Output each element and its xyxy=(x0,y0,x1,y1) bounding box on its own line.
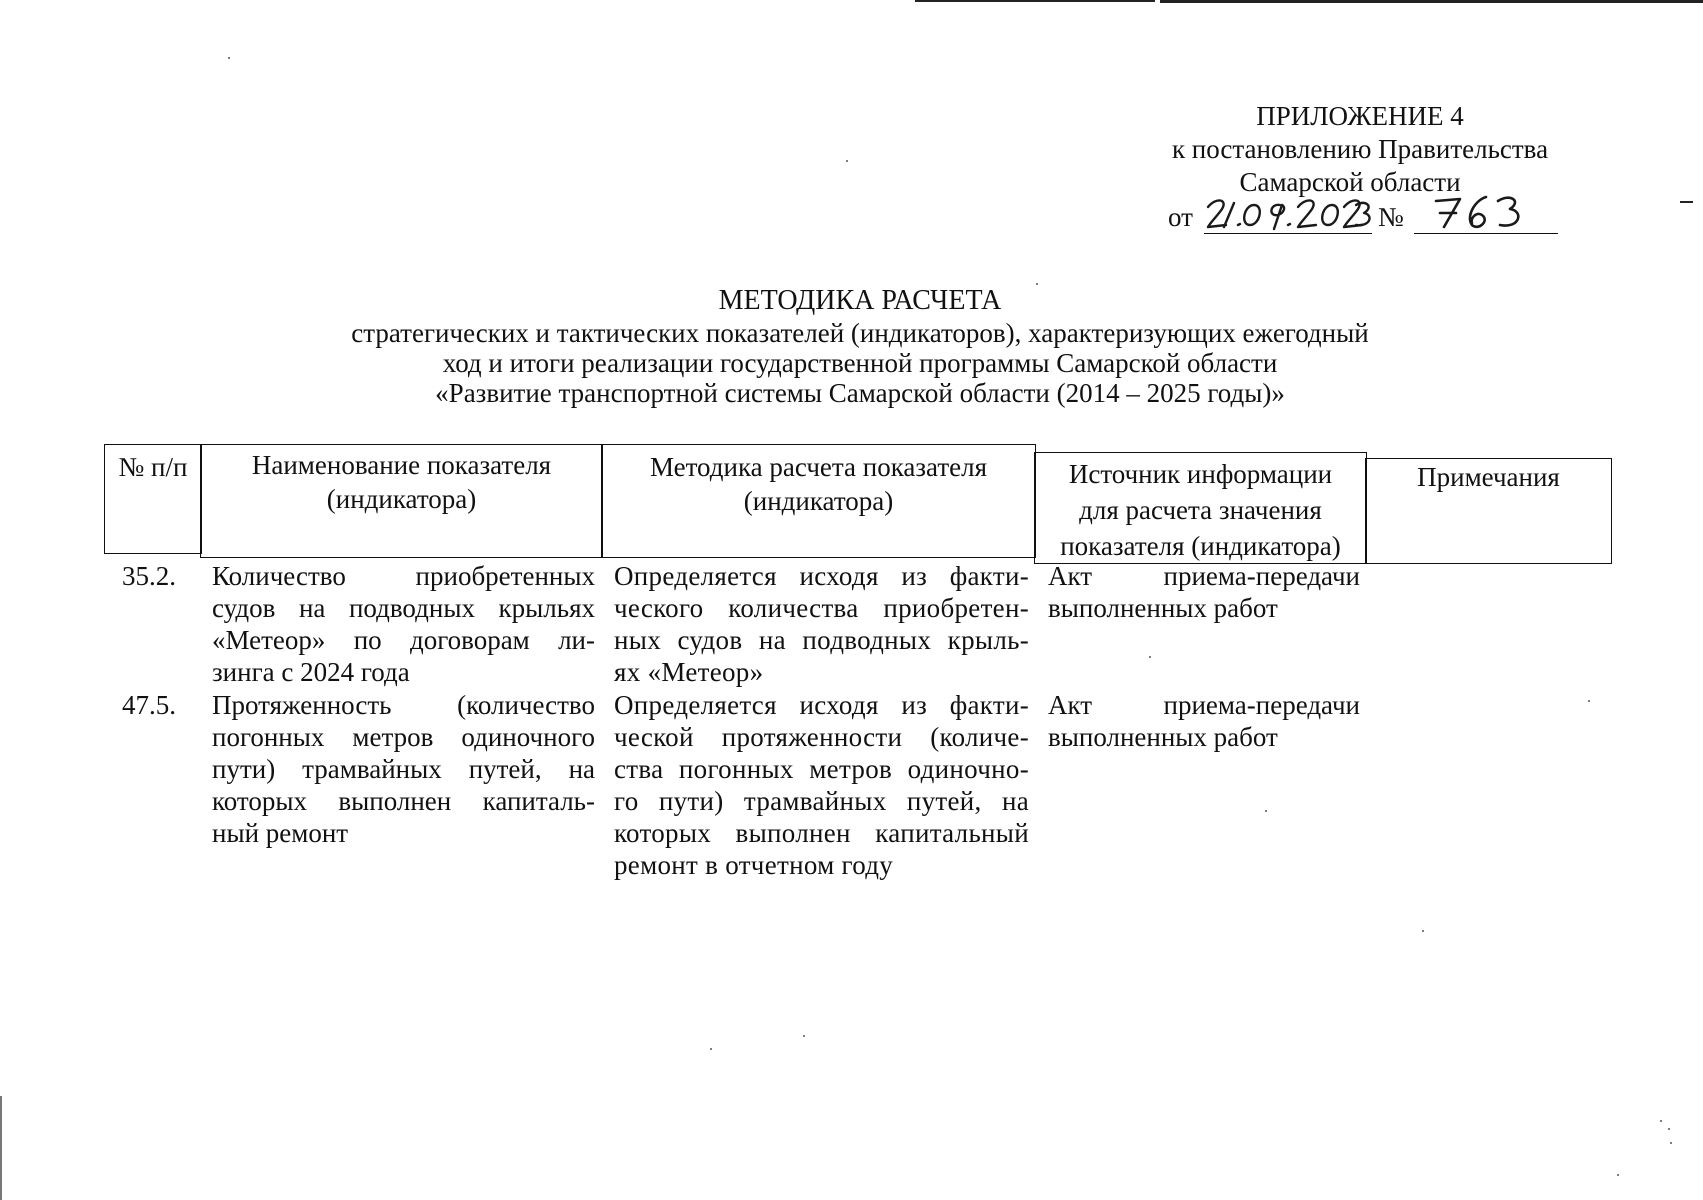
header-num: № п/п xyxy=(118,452,188,482)
date-underline xyxy=(1204,233,1372,234)
appendix-region-line: Самарской области xyxy=(1239,167,1461,197)
row-number: 35.2. xyxy=(122,561,176,591)
scan-speck xyxy=(1149,656,1151,658)
scan-edge-line xyxy=(915,0,1155,2)
row-number: 47.5. xyxy=(122,690,176,720)
subtitle-line: «Развитие транспортной системы Самарской области (2014 – 2025 годы)» xyxy=(435,378,1285,408)
scan-edge-line xyxy=(1160,0,1703,3)
row-information-source: Акт приема-передачи выполненных работ xyxy=(1048,561,1360,623)
number-underline xyxy=(1414,233,1558,234)
scan-speck xyxy=(1617,1174,1619,1176)
table-header xyxy=(104,444,1612,567)
document-title: МЕТОДИКА РАСЧЕТА xyxy=(718,285,1002,316)
scan-speck xyxy=(710,1048,712,1050)
scan-speck xyxy=(1422,930,1424,932)
appendix-header xyxy=(1100,100,1580,239)
scan-speck xyxy=(228,57,230,59)
row-information-source: Акт приема-передачи выполненных работ xyxy=(1048,690,1360,752)
row-indicator-name: Количество приобретенных судов на подводных крыльях «Метеор» по договорам ли- зинга с 2024 года xyxy=(212,561,595,687)
number-prefix: № xyxy=(1378,202,1404,232)
date-prefix: от xyxy=(1168,202,1193,232)
subtitle-line: стратегических и тактических показателей (индикаторов), характеризующих ежегодный xyxy=(351,318,1369,348)
handwritten-date xyxy=(1204,193,1374,233)
appendix-resolution-line: к постановлению Правительства xyxy=(1171,134,1549,164)
scan-speck xyxy=(1265,810,1267,812)
document-subtitle xyxy=(0,318,1703,408)
header-notes: Примечания xyxy=(1417,462,1560,492)
row-calculation-method: Определяется исходя из факти- ческой протяженности (количе- ства погонных метров одиночно- го пути) трамвайных путей, на которых выполнен капитальный ремонт в отчетном году xyxy=(614,690,1029,880)
scan-speck xyxy=(1660,1120,1662,1122)
row-calculation-method: Определяется исходя из факти- ческого количества приобретен- ных судов на подводных крыль- ях «Метеор» xyxy=(614,561,1029,687)
scan-speck xyxy=(1668,1128,1670,1130)
appendix-date-number-line xyxy=(1100,199,1580,239)
scan-speck xyxy=(803,1035,805,1037)
handwritten-number xyxy=(1430,191,1540,233)
row-indicator-name: Протяженность (количество погонных метров одиночного пути) трамвайных путей, на которых выполнен капиталь- ный ремонт xyxy=(212,690,595,848)
scan-speck xyxy=(1670,1142,1672,1144)
scan-speck xyxy=(1588,700,1590,702)
subtitle-line: ход и итоги реализации государственной программы Самарской области xyxy=(442,348,1278,378)
header-name: Наименование показателя (индикатора) xyxy=(251,450,552,514)
header-method: Методика расчета показателя (индикатора) xyxy=(649,452,988,516)
scan-edge-mark xyxy=(1680,201,1693,203)
scan-edge-line xyxy=(0,1096,2,1200)
scan-speck xyxy=(846,160,848,162)
header-source: Источник информации для расчета значения показателя (индикатора) xyxy=(1060,459,1341,561)
appendix-title: ПРИЛОЖЕНИЕ 4 xyxy=(1256,101,1464,131)
